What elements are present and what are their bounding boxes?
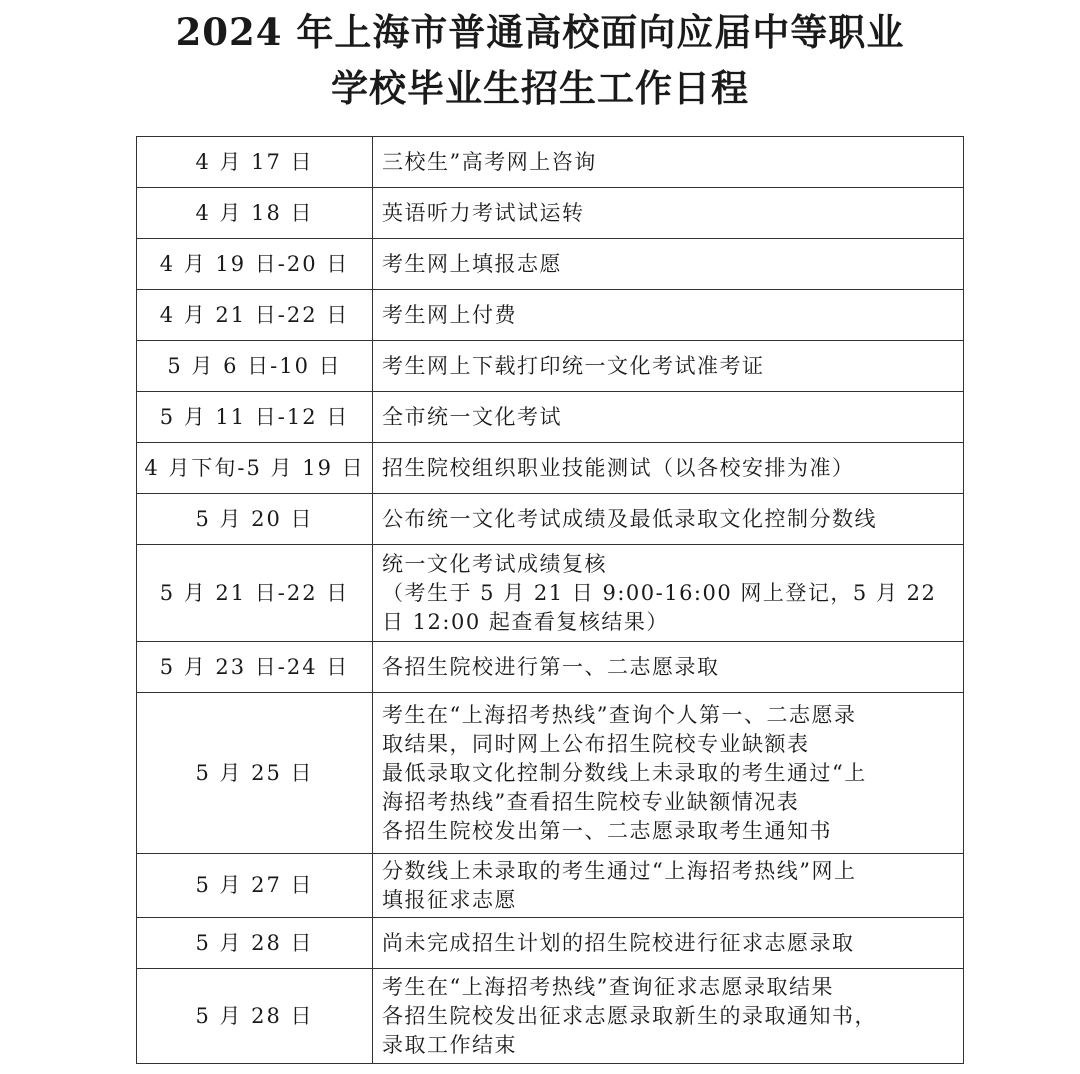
table-row <box>137 290 964 341</box>
event-line: 海招考热线”查看招生院校专业缺额情况表 <box>382 789 800 814</box>
event-line: 全市统一文化考试 <box>382 404 562 429</box>
event-cell <box>373 137 964 188</box>
event-cell <box>373 494 964 545</box>
date-cell: 4 月下旬-5 月 19 日 <box>137 443 373 494</box>
date-cell: 4 月 18 日 <box>137 188 373 239</box>
date-cell: 5 月 20 日 <box>137 494 373 545</box>
event-line: 录取工作结束 <box>382 1032 517 1057</box>
event-line: 统一文化考试成绩复核 <box>382 551 607 576</box>
table-row <box>137 341 964 392</box>
table-row <box>137 969 964 1064</box>
event-cell <box>373 239 964 290</box>
title-line-1: 2024 年上海市普通高校面向应届中等职业 <box>175 10 905 54</box>
event-line: 考生在“上海招考热线”查询个人第一、二志愿录 <box>382 702 857 727</box>
date-cell: 5 月 25 日 <box>137 693 373 854</box>
date-cell: 4 月 17 日 <box>137 137 373 188</box>
date-cell: 5 月 23 日-24 日 <box>137 642 373 693</box>
event-cell <box>373 642 964 693</box>
event-cell <box>373 392 964 443</box>
event-line: 各招生院校发出第一、二志愿录取考生通知书 <box>382 818 832 843</box>
table-row <box>137 918 964 969</box>
schedule-body <box>137 137 964 1064</box>
event-line: 英语听力考试试运转 <box>382 200 585 225</box>
table-row <box>137 239 964 290</box>
table-row <box>137 854 964 918</box>
date-cell: 4 月 19 日-20 日 <box>137 239 373 290</box>
event-line: 取结果，同时网上公布招生院校专业缺额表 <box>382 731 810 756</box>
event-line: 各招生院校发出征求志愿录取新生的录取通知书， <box>382 1003 877 1028</box>
table-row <box>137 693 964 854</box>
date-cell: 5 月 27 日 <box>137 854 373 918</box>
date-cell: 5 月 11 日-12 日 <box>137 392 373 443</box>
table-row <box>137 137 964 188</box>
date-cell: 5 月 28 日 <box>137 918 373 969</box>
table-row <box>137 545 964 642</box>
date-cell: 5 月 28 日 <box>137 969 373 1064</box>
event-line: 考生网上付费 <box>382 302 517 327</box>
event-line: 考生在“上海招考热线”查询征求志愿录取结果 <box>382 974 834 999</box>
event-line: 各招生院校进行第一、二志愿录取 <box>382 654 720 679</box>
schedule-table <box>136 136 964 1064</box>
event-line: 分数线上未录取的考生通过“上海招考热线”网上 <box>382 858 857 883</box>
event-line: 三校生”高考网上咨询 <box>382 149 597 174</box>
event-line: 尚未完成招生计划的招生院校进行征求志愿录取 <box>382 930 855 955</box>
event-line: 公布统一文化考试成绩及最低录取文化控制分数线 <box>382 506 877 531</box>
page-title <box>0 4 1080 116</box>
table-row <box>137 443 964 494</box>
event-line: 填报征求志愿 <box>382 887 517 912</box>
event-line: 最低录取文化控制分数线上未录取的考生通过“上 <box>382 760 867 785</box>
event-cell <box>373 693 964 854</box>
title-line-2: 学校毕业生招生工作日程 <box>331 66 749 110</box>
event-line: 招生院校组织职业技能测试（以各校安排为准） <box>382 455 855 480</box>
event-cell <box>373 290 964 341</box>
event-cell <box>373 341 964 392</box>
event-line: 考生网上填报志愿 <box>382 251 562 276</box>
date-cell: 4 月 21 日-22 日 <box>137 290 373 341</box>
date-cell: 5 月 6 日-10 日 <box>137 341 373 392</box>
event-cell <box>373 188 964 239</box>
event-cell <box>373 443 964 494</box>
event-cell <box>373 969 964 1064</box>
event-cell <box>373 545 964 642</box>
date-cell: 5 月 21 日-22 日 <box>137 545 373 642</box>
event-cell <box>373 918 964 969</box>
event-line: 日 12:00 起查看复核结果） <box>382 609 669 634</box>
table-row <box>137 642 964 693</box>
event-line: （考生于 5 月 21 日 9:00-16:00 网上登记，5 月 22 <box>382 580 937 605</box>
table-row <box>137 392 964 443</box>
table-row <box>137 494 964 545</box>
table-row <box>137 188 964 239</box>
event-line: 考生网上下载打印统一文化考试准考证 <box>382 353 765 378</box>
event-cell <box>373 854 964 918</box>
